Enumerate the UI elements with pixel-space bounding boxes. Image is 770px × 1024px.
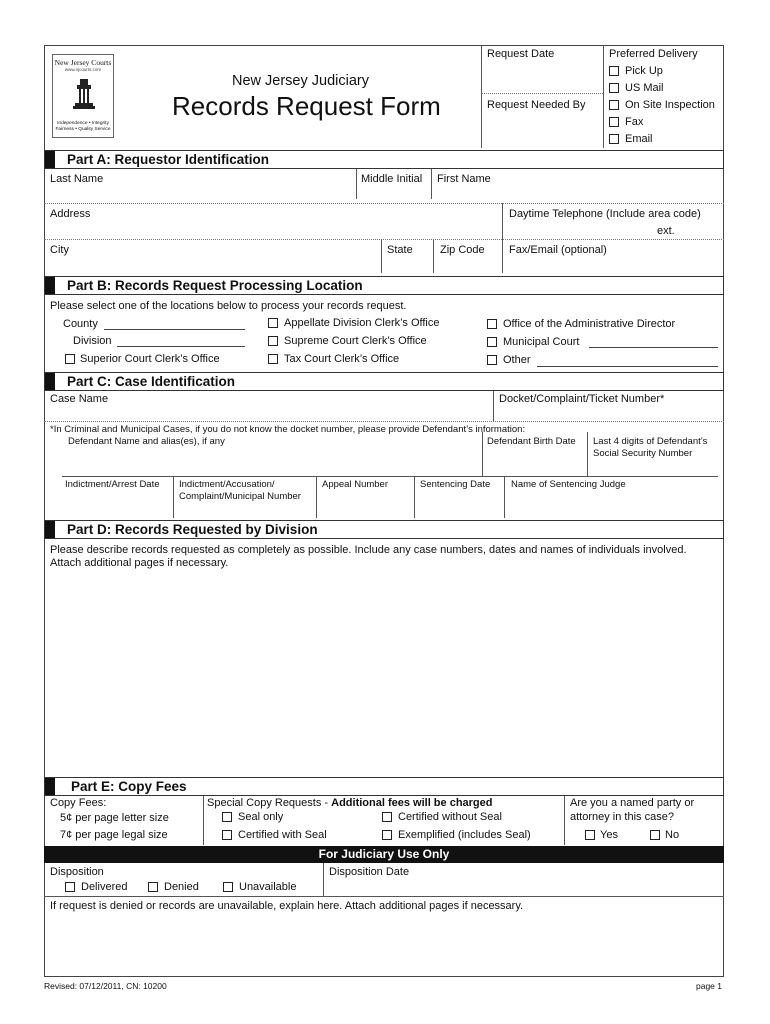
request-date-label: Request Date: [487, 48, 555, 60]
named-party-label-2: attorney in this case?: [570, 811, 674, 823]
agency-name: New Jersey Judiciary: [232, 73, 369, 89]
exemplified-checkbox[interactable]: [382, 830, 392, 840]
aoc-label: Office of the Administrative Director: [503, 318, 676, 330]
delivered-label: Delivered: [81, 881, 128, 893]
c-div-6: [414, 476, 415, 518]
city-label: City: [50, 244, 69, 256]
case-name-label: Case Name: [50, 393, 109, 405]
delivered-checkbox[interactable]: [65, 882, 75, 892]
j-div-1: [323, 863, 324, 896]
municipal-label: Municipal Court: [503, 336, 580, 348]
delivery-pickup-label: Pick Up: [625, 65, 663, 77]
delivery-fax-checkbox[interactable]: [609, 117, 619, 127]
named-party-no-label: No: [665, 829, 680, 841]
part-c-title: Part C: Case Identification: [67, 374, 236, 389]
appeal-number-label: Appeal Number: [322, 479, 389, 490]
delivery-fax-label: Fax: [625, 116, 644, 128]
county-label: County: [63, 318, 98, 330]
other-label: Other: [503, 354, 531, 366]
denied-note: If request is denied or records are unavailable, explain here. Attach additional pages if necessary.: [50, 900, 524, 912]
ext-label: ext.: [657, 225, 675, 237]
part-d-title: Part D: Records Requested by Division: [67, 522, 318, 537]
ssn-label-1: Last 4 digits of Defendant’s: [593, 436, 708, 447]
special-requests-label: [207, 797, 493, 810]
daytime-phone-label: Daytime Telephone (Include area code): [509, 208, 701, 220]
special-requests-bold: Additional fees will be charged: [331, 797, 493, 809]
c-div-2: [482, 432, 483, 476]
named-party-yes-label: Yes: [600, 829, 618, 841]
other-input[interactable]: [537, 366, 718, 367]
c-div-4: [173, 476, 174, 518]
unavailable-checkbox[interactable]: [223, 882, 233, 892]
j-row-1: [44, 896, 724, 897]
first-name-label: First Name: [437, 173, 491, 185]
logo-url: www.njcourts.com: [64, 67, 102, 72]
part-d-header: [44, 520, 724, 539]
municipal-input[interactable]: [589, 347, 718, 348]
indictment-number-label-2: Complaint/Municipal Number: [179, 491, 301, 502]
part-d-instruction-2: Attach additional pages if necessary.: [50, 557, 229, 569]
delivery-usmail-label: US Mail: [625, 82, 664, 94]
part-e-header: [44, 777, 724, 796]
unavailable-label: Unavailable: [239, 881, 297, 893]
denied-checkbox[interactable]: [148, 882, 158, 892]
part-c-tab: [45, 373, 55, 390]
supreme-label: Supreme Court Clerk’s Office: [284, 335, 427, 347]
appellate-label: Appellate Division Clerk’s Office: [284, 317, 440, 329]
division-label: Division: [73, 335, 112, 347]
header-row-divider: [481, 93, 603, 94]
preferred-delivery-label: Preferred Delivery: [609, 48, 698, 60]
denied-explanation-area[interactable]: [46, 915, 722, 975]
certified-without-checkbox[interactable]: [382, 812, 392, 822]
part-b-instruction: Please select one of the locations below to process your records request.: [50, 300, 407, 312]
fax-email-label: Fax/Email (optional): [509, 244, 607, 256]
county-input[interactable]: [104, 329, 245, 330]
superior-label: Superior Court Clerk’s Office: [80, 353, 220, 365]
form-title: Records Request Form: [172, 91, 441, 121]
tax-checkbox[interactable]: [268, 354, 278, 364]
header-divider-1: [481, 45, 482, 148]
appellate-checkbox[interactable]: [268, 318, 278, 328]
request-needed-label: Request Needed By: [487, 99, 586, 111]
other-checkbox[interactable]: [487, 355, 497, 365]
tax-label: Tax Court Clerk’s Office: [284, 353, 400, 365]
denied-label: Denied: [164, 881, 199, 893]
named-party-label-1: Are you a named party or: [570, 797, 695, 809]
c-div-1: [493, 391, 494, 421]
c-div-3: [587, 432, 588, 476]
seal-only-label: Seal only: [238, 811, 284, 823]
part-d-tab: [45, 521, 55, 538]
special-requests-prefix: Special Copy Requests -: [207, 797, 332, 809]
a-div-5: [433, 239, 434, 273]
state-label: State: [387, 244, 413, 256]
part-b-header: [44, 276, 724, 295]
a-div-1: [356, 169, 357, 199]
courthouse-icon: [71, 77, 97, 111]
letter-fee-label: 5¢ per page letter size: [60, 812, 169, 824]
seal-only-checkbox[interactable]: [222, 812, 232, 822]
named-party-no-checkbox[interactable]: [650, 830, 660, 840]
logo-motto-1: Independence • Integrity: [57, 121, 109, 126]
birth-date-label: Defendant Birth Date: [487, 436, 576, 447]
last-name-label: Last Name: [50, 173, 104, 185]
a-div-2: [431, 169, 432, 199]
division-input[interactable]: [117, 346, 245, 347]
certified-without-label: Certified without Seal: [398, 811, 502, 823]
supreme-checkbox[interactable]: [268, 336, 278, 346]
copy-fees-label: Copy Fees:: [50, 797, 107, 809]
e-div-1: [203, 796, 204, 845]
named-party-yes-checkbox[interactable]: [585, 830, 595, 840]
logo: [52, 54, 114, 138]
c-row-2: [62, 476, 718, 477]
delivery-email-label: Email: [625, 133, 653, 145]
c-row-1: [44, 421, 724, 422]
a-row-2: [44, 239, 724, 240]
address-label: Address: [50, 208, 91, 220]
c-div-5: [316, 476, 317, 518]
defendant-name-label: Defendant Name and alias(es), if any: [68, 436, 225, 447]
logo-motto-2: Fairness • Quality Service: [55, 127, 111, 132]
defendant-note: *In Criminal and Municipal Cases, if you do not know the docket number, please provide Defendant’s information:: [50, 424, 526, 435]
docket-label: Docket/Complaint/Ticket Number*: [499, 393, 665, 405]
part-e-tab: [45, 778, 55, 795]
disposition-date-label: Disposition Date: [329, 866, 410, 878]
delivery-usmail-checkbox[interactable]: [609, 83, 619, 93]
sentencing-judge-label: Name of Sentencing Judge: [511, 479, 626, 490]
delivery-onsite-checkbox[interactable]: [609, 100, 619, 110]
delivery-pickup-checkbox[interactable]: [609, 66, 619, 76]
indictment-arrest-label: Indictment/Arrest Date: [65, 479, 160, 490]
a-div-3: [502, 203, 503, 273]
certified-with-checkbox[interactable]: [222, 830, 232, 840]
revised-label: Revised: 07/12/2011, CN: 10200: [44, 981, 167, 991]
a-row-1: [44, 203, 724, 204]
middle-initial-label: Middle Initial: [361, 173, 423, 185]
disposition-label: Disposition: [50, 866, 104, 878]
aoc-checkbox[interactable]: [487, 319, 497, 329]
ssn-label-2: Social Security Number: [593, 448, 693, 459]
judiciary-use-bar: [44, 846, 724, 863]
part-a-title: Part A: Requestor Identification: [67, 152, 270, 167]
superior-checkbox[interactable]: [65, 354, 75, 364]
sentencing-date-label: Sentencing Date: [420, 479, 491, 490]
part-b-title: Part B: Records Request Processing Location: [67, 278, 363, 293]
part-c-header: [44, 372, 724, 391]
part-d-instruction-1: Please describe records requested as completely as possible. Include any case numbers, dates and names of individuals involved.: [50, 544, 687, 556]
indictment-number-label-1: Indictment/Accusation/: [179, 479, 275, 490]
legal-fee-label: 7¢ per page legal size: [60, 829, 168, 841]
part-a-header: [44, 150, 724, 169]
page-number: page 1: [696, 981, 722, 991]
exemplified-label: Exemplified (includes Seal): [398, 829, 531, 841]
header-divider-2: [603, 45, 604, 148]
c-div-7: [504, 476, 505, 518]
part-b-tab: [45, 277, 55, 294]
municipal-checkbox[interactable]: [487, 337, 497, 347]
e-div-2: [564, 796, 565, 845]
logo-title: New Jersey Courts: [54, 58, 112, 67]
delivery-email-checkbox[interactable]: [609, 134, 619, 144]
records-description-area[interactable]: [46, 572, 722, 774]
part-e-title: Part E: Copy Fees: [71, 779, 187, 794]
part-a-tab: [45, 151, 55, 168]
judiciary-use-title: For Judiciary Use Only: [318, 847, 450, 861]
zip-label: Zip Code: [440, 244, 485, 256]
delivery-onsite-label: On Site Inspection: [625, 99, 715, 111]
a-div-4: [381, 239, 382, 273]
certified-with-label: Certified with Seal: [238, 829, 327, 841]
